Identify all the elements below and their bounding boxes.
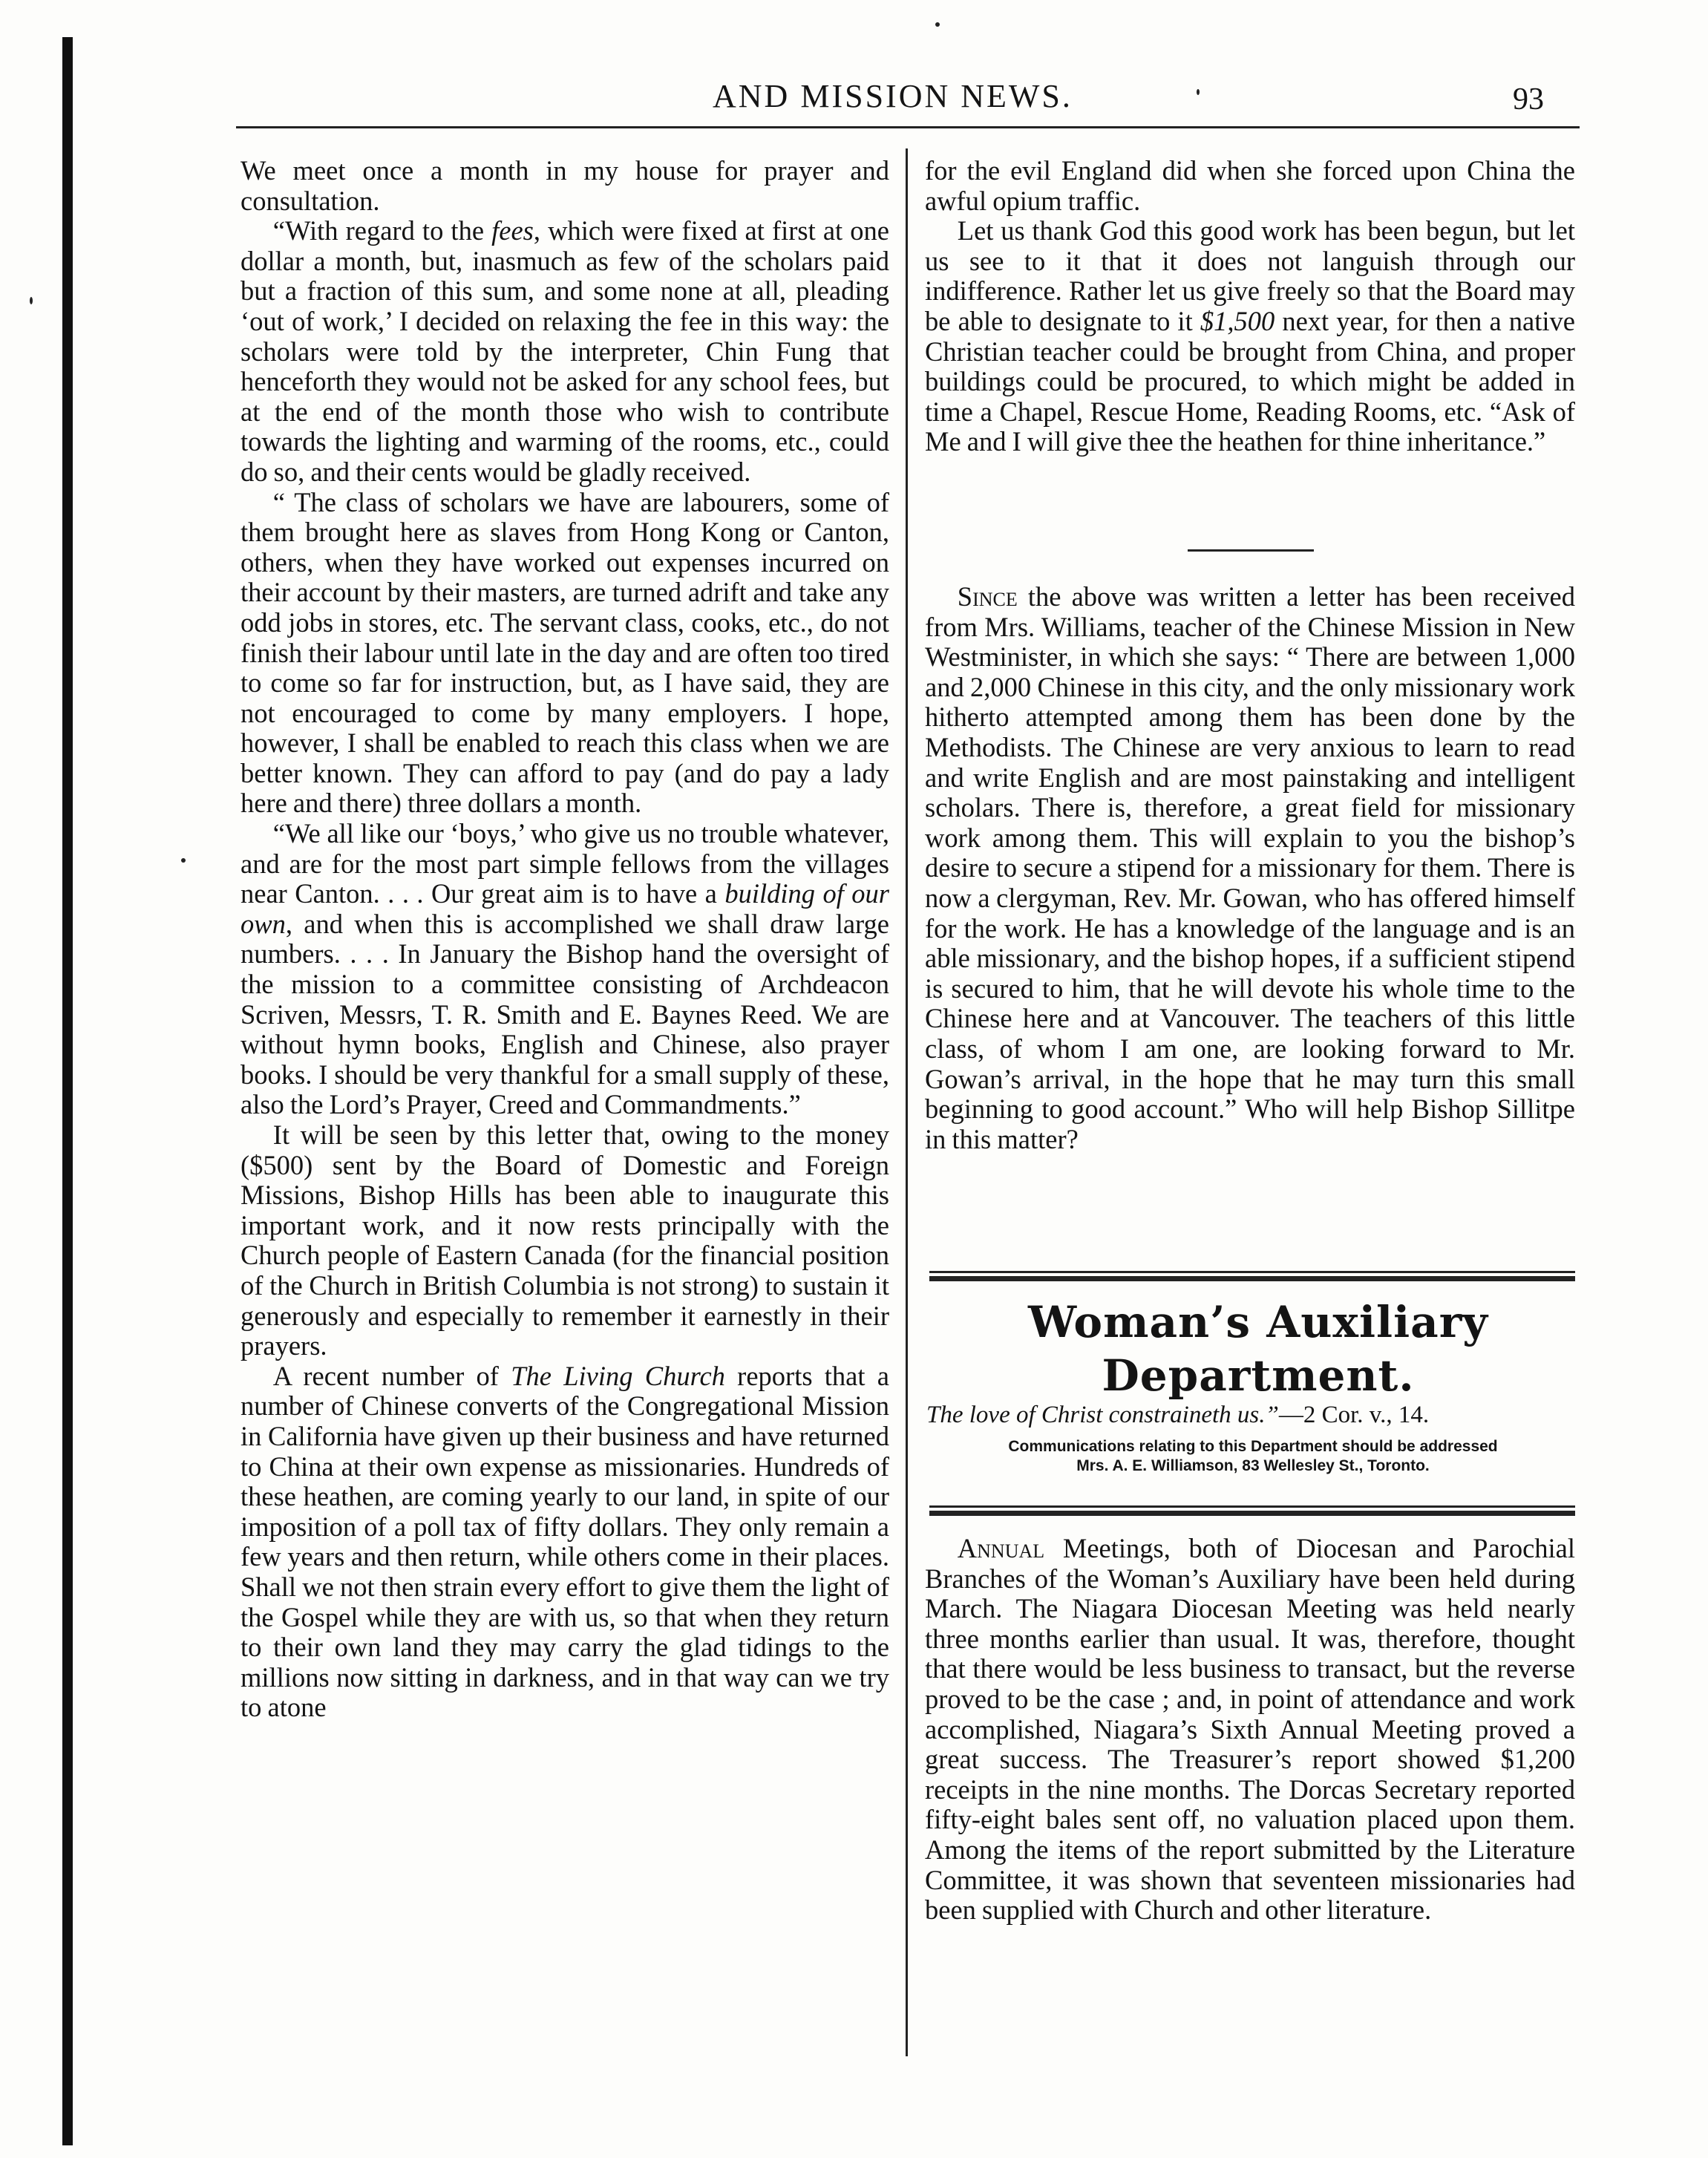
paragraph: “ The class of scholars we have are labourers, some of them brought here as slaves from Hong Kong or Canton, others, when they have worked out expenses incurred on their account by their masters, are turned adrift and take any odd jobs in stores, etc. The servant class, cooks, etc., do not finish their labour until late in the day and are often too tired to come so far for instruction, but, as I have said, they are not encouraged to come by many employers. I hope, however, I shall be enabled to reach this class when we are better known. They can afford to pay (and do pay a lady here and there) three dollars a month.: [241, 486, 889, 819]
correspondence-notice: Communications relating to this Department should be addressed Mrs. A. E. Williamson, 83 Wellesley St., Toronto.: [1008, 1438, 1498, 1474]
paragraph: Since the above was written a letter has been received from Mrs. Williams, teacher of the Chinese Mission in New Westminister, in which she says: “ There are between 1,000 and 2,000 Chinese in this city, and the only missionary work hitherto attempted among them has been done by the Methodists. The Chinese are very anxious to learn to read and write English and are most painstaking and intelligent scholars. There is, therefore, a great field for missionary work among them. This will explain to you the bishop’s desire to secure a stipend for a missionary for them. There is now a clergyman, Rev. Mr. Gowan, who has offered himself for the work. He has a knowledge of the language and is an able missionary, and the bishop hopes, if a sufficient stipend is secured to him, that he will devote his whole time to the Chinese here and at Vancouver. The teachers of this little class, of whom I am one, are looking forward to Mr. Gowan’s arrival, in the hope that he may turn this small beginning to good account.” Who will help Bishop Sillitpe in this matter?: [925, 581, 1575, 1154]
amount: $1,500: [1200, 305, 1275, 336]
page-number: 93: [1513, 82, 1544, 117]
emphasis: fees: [491, 215, 534, 246]
section-rule-bottom: [929, 1505, 1575, 1516]
scan-speck: [181, 858, 186, 863]
right-column-report: [925, 1534, 1575, 1926]
section-separator: [1188, 549, 1314, 552]
binding-edge-bar: [62, 37, 73, 2145]
paragraph: “With regard to the fees, which were fixed at first at one dollar a month, but, inasmuch as few of the scholars paid but a fraction of this sum, and some none at all, pleading ‘out of work,’ I decided on relaxing the fee in this way: the scholars were told by the interpreter, Chin Fung that henceforth they would not be asked for any school fees, but at the end of the month those who wish to contribute towards the lighting and warming of the rooms, etc., could do so, and their cents would be gladly received.: [241, 215, 889, 487]
column-divider: [906, 148, 908, 2056]
scan-speck: [30, 297, 33, 304]
paragraph: for the evil England did when she forced upon China the awful opium traffic.: [925, 155, 1575, 216]
running-header: AND MISSION NEWS.: [713, 78, 1073, 114]
section-rule-top: [929, 1271, 1575, 1281]
publication-title: The Living Church: [511, 1360, 725, 1391]
paragraph: “We all like our ‘boys,’ who give us no trouble whatever, and are for the most part simple fellows from the villages near Canton. . . . Our great aim is to have a building of our own, and when this is accomplished we shall draw large numbers. . . . In January the Bishop hand the oversight of the mission to a committee consisting of Archdeacon Scriven, Messrs, T. R. Smith and E. Baynes Reed. We are without hymn books, English and Chinese, also prayer books. I should be very thankful for a small supply of these, also the Lord’s Prayer, Creed and Commandments.”: [241, 818, 889, 1120]
scan-speck: [1197, 89, 1200, 95]
lead-word: Annual: [957, 1533, 1045, 1563]
right-column-letter: [925, 582, 1575, 1154]
emphasis: building of our own: [241, 878, 889, 939]
paragraph: We meet once a month in my house for prayer and consultation.: [241, 155, 889, 216]
right-column-top: [925, 156, 1575, 457]
department-motto: The love of Christ constraineth us.”—2 Cor. v., 14.: [926, 1402, 1430, 1428]
scan-speck: [935, 22, 940, 27]
paragraph: It will be seen by this letter that, owing to the money ($500) sent by the Board of Domestic and Foreign Missions, Bishop Hills has been able to inaugurate this important work, and it now rests principally with the Church people of Eastern Canada (for the financial position of the Church in British Columbia is not strong) to sustain it generously and especially to remember it earnestly in their prayers.: [241, 1119, 889, 1361]
paragraph: Annual Meetings, both of Diocesan and Parochial Branches of the Woman’s Auxiliary have been held during March. The Niagara Diocesan Meeting was held nearly three months earlier than usual. It was, therefore, thought that there would be less business to transact, but the reverse proved to be the case ; and, in point of attendance and work accomplished, Niagara’s Sixth Annual Meeting proved a great success. The Treasurer’s report showed $1,200 receipts in the nine months. The Dorcas Secretary reported fifty-eight bales sent off, no valuation placed upon them. Among the items of the report submitted by the Literature Committee, it was shown that seventeen missionaries had been supplied with Church and other literature.: [925, 1533, 1575, 1926]
paragraph: Let us thank God this good work has been begun, but let us see to it that it does not languish through our indifference. Rather let us give freely so that the Board may be able to designate to it $1,500 next year, for then a native Christian teacher could be brought from China, and proper buildings could be procured, to which might be added in time a Chapel, Rescue Home, Reading Rooms, etc. “Ask of Me and I will give thee the heathen for thine inheritance.”: [925, 215, 1575, 457]
left-column: [241, 156, 889, 1723]
header-rule: [236, 126, 1580, 128]
section-heading: Woman’s Auxiliary Department.: [1028, 1297, 1488, 1401]
lead-word: Since: [957, 581, 1018, 612]
paragraph: A recent number of The Living Church reports that a number of Chinese converts of the Congregational Mission in California have given up their business and have returned to China at their own expense as missionaries. Hundreds of these heathen, are coming yearly to our land, in spite of our imposition of a poll tax of fifty dollars. They only remain a few years and then return, while others come in their places. Shall we not then strain every effort to give them the light of the Gospel while they are with us, so that when they return to their own land they may carry the glad tidings to the millions now sitting in darkness, and in that way can we try to atone: [241, 1360, 889, 1723]
